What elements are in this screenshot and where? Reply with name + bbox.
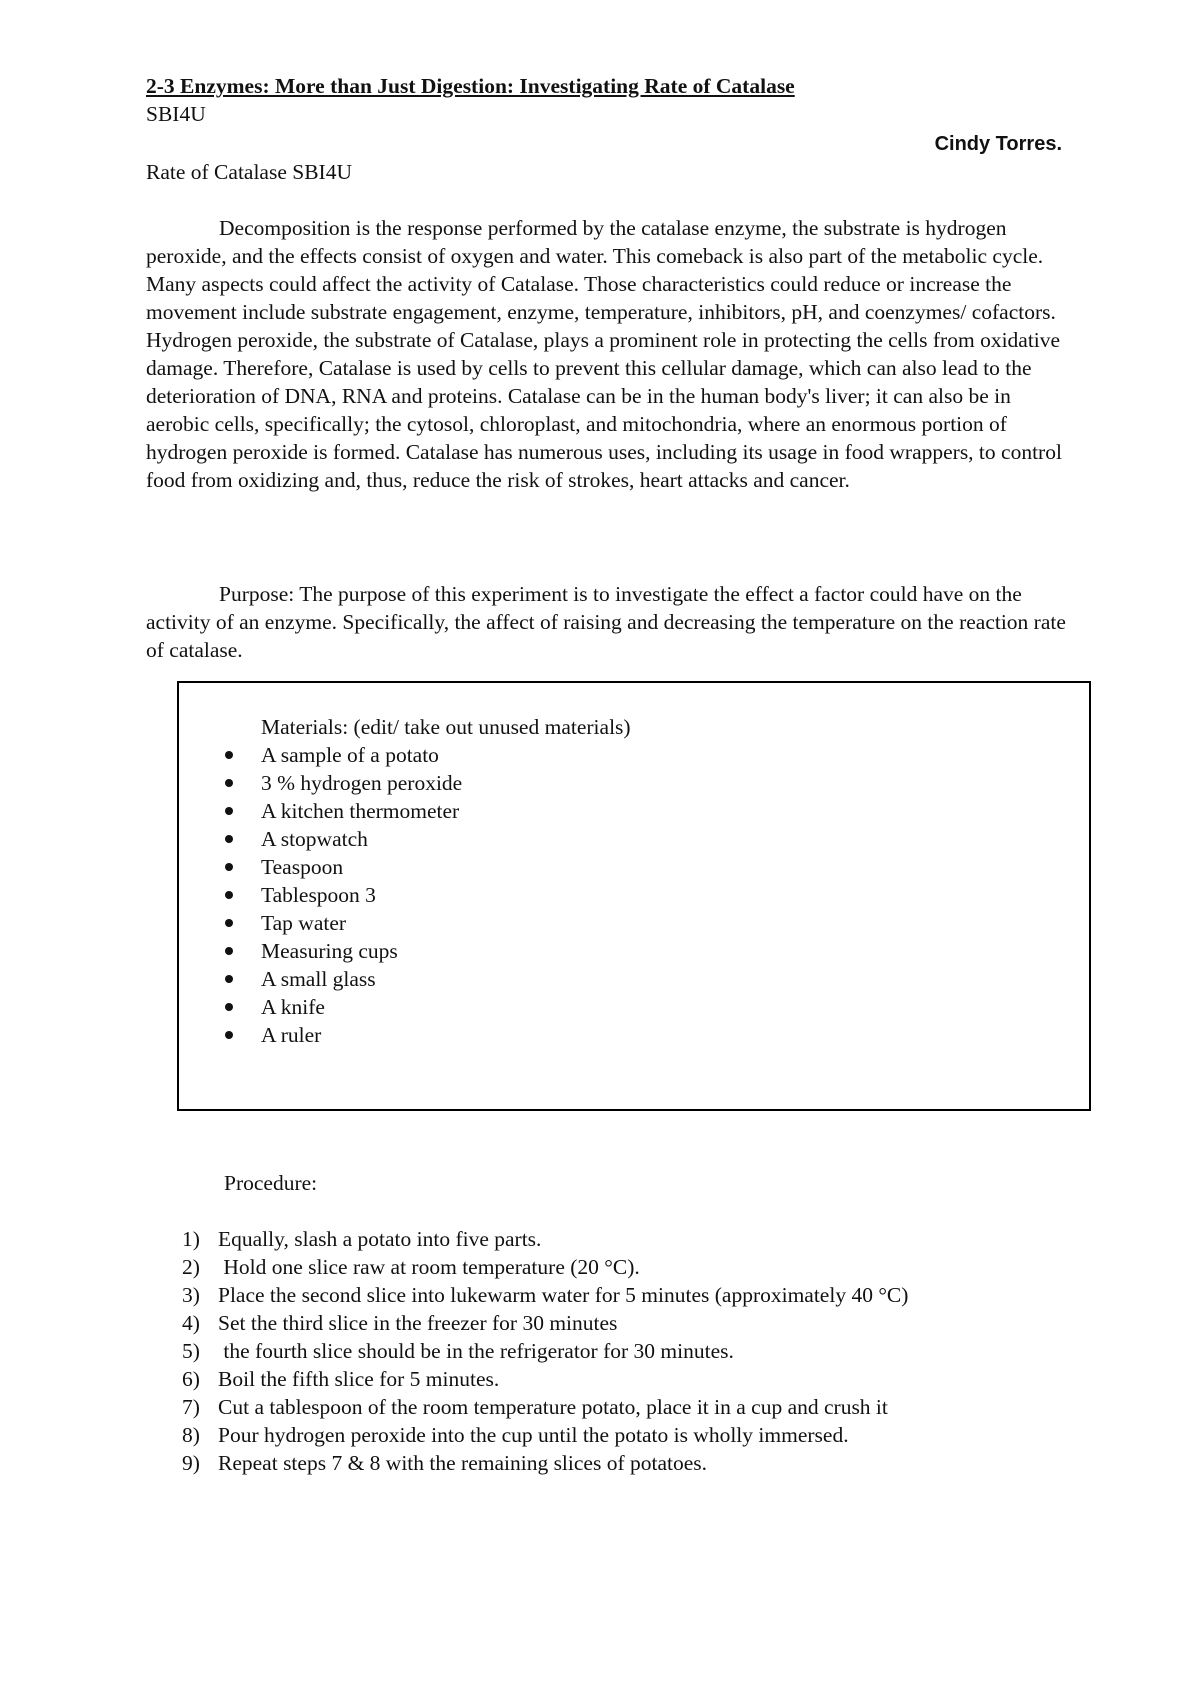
procedure-step: 3) Place the second slice into lukewarm water for 5 minutes (approximately 40 °C) <box>182 1283 909 1307</box>
course-code: SBI4U <box>146 102 206 126</box>
materials-list <box>219 741 462 1049</box>
purpose-paragraph: Purpose: The purpose of this experiment is to investigate the effect a factor could have on the activity of an enzyme. Specifically, the affect of raising and decreasing the temperature on the reaction rate of catalase. <box>146 582 1066 662</box>
procedure-step: 2) Hold one slice raw at room temperature (20 °C). <box>182 1255 640 1279</box>
procedure-step: 8) Pour hydrogen peroxide into the cup until the potato is wholly immersed. <box>182 1423 849 1447</box>
material-item: A stopwatch <box>219 825 462 853</box>
bullet-icon <box>225 863 233 871</box>
procedure-steps <box>182 1225 908 1477</box>
procedure-step: 5) the fourth slice should be in the refrigerator for 30 minutes. <box>182 1339 734 1363</box>
materials-heading: Materials: (edit/ take out unused materials) <box>261 715 631 739</box>
material-item: Teaspoon <box>219 853 462 881</box>
bullet-icon <box>225 751 233 759</box>
materials-box <box>177 681 1091 1111</box>
bullet-icon <box>225 975 233 983</box>
document-title: 2-3 Enzymes: More than Just Digestion: Investigating Rate of Catalase <box>146 74 795 98</box>
material-item: 3 % hydrogen peroxide <box>219 769 462 797</box>
procedure-step: 6) Boil the fifth slice for 5 minutes. <box>182 1367 500 1391</box>
bullet-icon <box>225 835 233 843</box>
material-item: A knife <box>219 993 462 1021</box>
material-item: Measuring cups <box>219 937 462 965</box>
procedure-heading: Procedure: <box>224 1171 318 1195</box>
bullet-icon <box>225 891 233 899</box>
bullet-icon <box>225 1031 233 1039</box>
bullet-icon <box>225 919 233 927</box>
procedure-step: 4) Set the third slice in the freezer for 30 minutes <box>182 1311 618 1335</box>
procedure-step: 1) Equally, slash a potato into five parts. <box>182 1227 542 1251</box>
bullet-icon <box>225 1003 233 1011</box>
material-item: Tablespoon 3 <box>219 881 462 909</box>
bullet-icon <box>225 947 233 955</box>
author-name: Cindy Torres. <box>934 133 1062 155</box>
bullet-icon <box>225 779 233 787</box>
procedure-step: 7) Cut a tablespoon of the room temperature potato, place it in a cup and crush it <box>182 1395 888 1419</box>
material-item: A small glass <box>219 965 462 993</box>
material-item: A kitchen thermometer <box>219 797 462 825</box>
bullet-icon <box>225 807 233 815</box>
material-item: Tap water <box>219 909 462 937</box>
procedure-step: 9) Repeat steps 7 & 8 with the remaining slices of potatoes. <box>182 1451 708 1475</box>
intro-paragraph: Decomposition is the response performed by the catalase enzyme, the substrate is hydrogen peroxide, and the effects consist of oxygen and water. This comeback is also part of the metabolic cycle. Many aspects could affect the activity of Catalase. Those characteristics could reduce or increase the movement include substrate engagement, enzyme, temperature, inhibitors, pH, and coenzymes/ cofactors. Hydrogen peroxide, the substrate of Catalase, plays a prominent role in protecting the cells from oxidative damage. Therefore, Catalase is used by cells to prevent this cellular damage, which can also lead to the deterioration of DNA, RNA and proteins. Catalase can be in the human body's liver; it can also be in aerobic cells, specifically; the cytosol, chloroplast, and mitochondria, where an enormous portion of hydrogen peroxide is formed. Catalase has numerous uses, including its usage in food wrappers, to control food from oxidizing and, thus, reduce the risk of strokes, heart attacks and cancer. <box>146 216 1062 492</box>
document-subtitle: Rate of Catalase SBI4U <box>146 160 352 184</box>
material-item: A ruler <box>219 1021 462 1049</box>
material-item: A sample of a potato <box>219 741 462 769</box>
